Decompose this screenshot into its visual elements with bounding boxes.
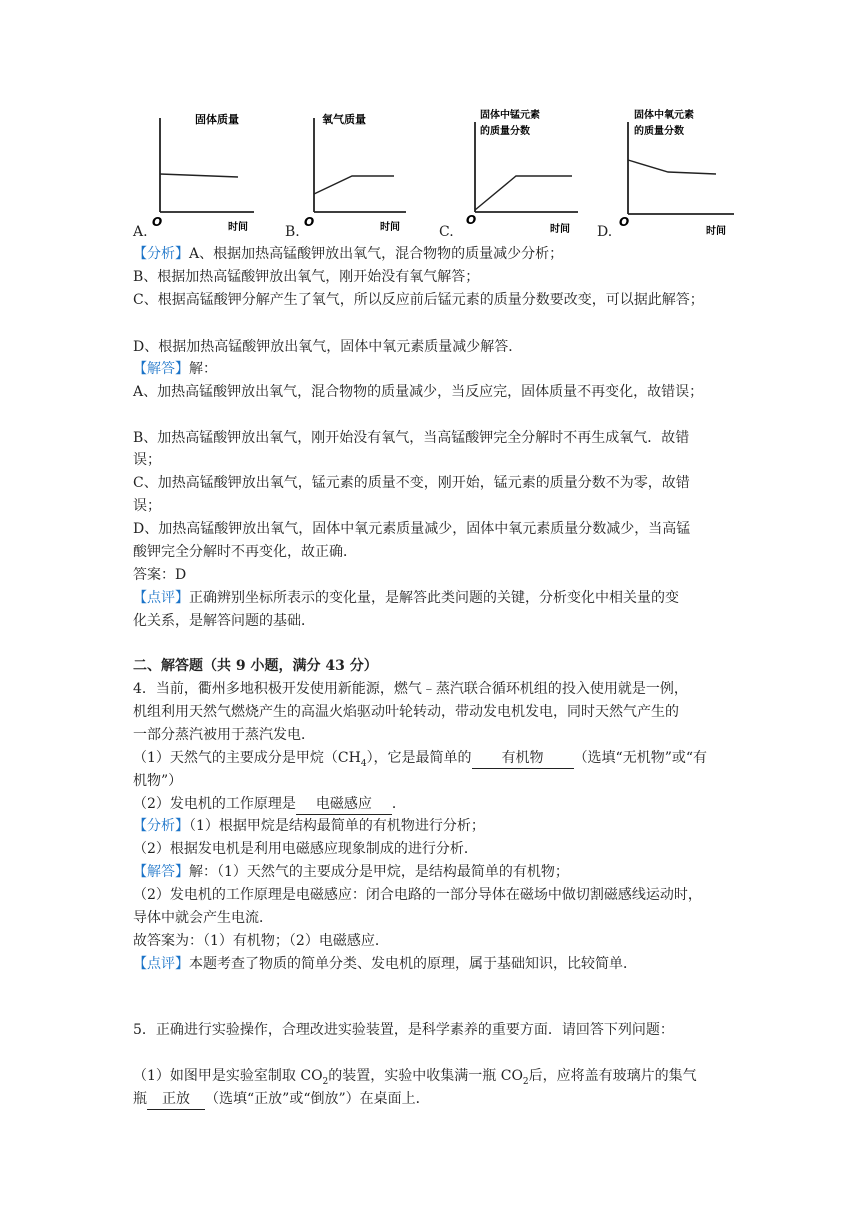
q4-stem-line: 4．当前，衢州多地积极开发使用新能源，燃气﹣蒸汽联合循环机组的投入使用就是一例， <box>133 681 688 697</box>
graph-c-ylabel-1: 固体中锰元素 <box>480 110 540 121</box>
solution-intro: 解： <box>189 361 217 377</box>
option-letter-c: C. <box>439 224 454 240</box>
q4-answer-1: 有机物 <box>472 748 574 769</box>
comment-line: 正确辨别坐标所表示的变化量，是解答此类问题的关键，分析变化中相关量的变 <box>189 590 679 606</box>
graph-b-origin: O <box>304 215 315 229</box>
q4-stem-line: 一部分蒸汽被用于蒸汽发电． <box>133 727 315 743</box>
comment-tag: 【点评】 <box>133 956 189 972</box>
q5-answer-1: 正放 <box>147 1089 205 1110</box>
graph-d-ylabel-1: 固体中氧元素 <box>634 110 694 121</box>
analysis-line: B、根据加热高锰酸钾放出氧气，刚开始没有氧气解答； <box>133 269 480 285</box>
solution-line: B、加热高锰酸钾放出氧气，刚开始没有氧气，当高锰酸钾完全分解时不再生成氧气．故错 <box>133 430 690 446</box>
solution-line: 解：（1）天然气的主要成分是甲烷，是结构最简单的有机物； <box>189 864 569 880</box>
graph-c-ylabel-2: 的质量分数 <box>480 126 530 137</box>
solution-line: 误； <box>133 498 161 514</box>
graph-d-ylabel-2: 的质量分数 <box>634 126 684 137</box>
graph-b <box>302 108 414 236</box>
q5-part-1-cont: 瓶 正放 （选填“正放”或“倒放”）在桌面上． <box>133 1089 430 1110</box>
graph-d-origin: O <box>619 215 630 229</box>
analysis-line: （1）根据甲烷是结构最简单的有机物进行分析； <box>189 818 485 834</box>
solution-line: 误； <box>133 452 161 468</box>
graph-a-xlabel: 时间 <box>228 222 248 233</box>
q4-stem-line: 机组利用天然气燃烧产生的高温火焰驱动叶轮转动，带动发电机发电，同时天然气产生的 <box>133 704 679 720</box>
solution-tag: 【解答】 <box>133 361 189 377</box>
comment-tag: 【点评】 <box>133 590 189 606</box>
solution-line: C、加热高锰酸钾放出氧气，锰元素的质量不变，刚开始，锰元素的质量分数不为零，故错 <box>133 475 690 491</box>
analysis-tag: 【分析】 <box>133 246 189 262</box>
solution-line: 酸钾完全分解时不再变化，故正确． <box>133 544 357 560</box>
comment-line: 本题考查了物质的简单分类、发电机的原理，属于基础知识，比较简单． <box>189 956 637 972</box>
option-letter-a: A. <box>133 224 148 240</box>
graph-c-curve <box>475 176 572 210</box>
answer: 答案：D <box>133 567 187 583</box>
solution-line: （2）发电机的工作原理是电磁感应：闭合电路的一部分导体在磁场中做切割磁感线运动时， <box>133 887 702 903</box>
graph-c-origin: O <box>466 213 477 227</box>
solution-tag: 【解答】 <box>133 864 189 880</box>
q5-part-1: （1）如图甲是实验室制取 $CO_2$的装置，实验中收集满一瓶 $CO_2$后，应将盖有玻璃片的集气 <box>133 1068 697 1087</box>
graph-c-xlabel: 时间 <box>550 224 570 235</box>
graph-b-curve <box>314 176 394 194</box>
solution-line: 导体中就会产生电流． <box>133 910 273 926</box>
option-letter-b: B. <box>285 224 300 240</box>
q4-part-1: （1）天然气的主要成分是甲烷$(CH_4)$，它是最简单的 有机物 （选填“无机物”或“有 <box>133 750 708 769</box>
analysis-line: C、根据高锰酸钾分解产生了氧气，所以反应前后锰元素的质量分数要改变，可以据此解答； <box>133 292 704 308</box>
graph-a-ylabel: 固体质量 <box>195 113 239 126</box>
analysis-line: （2）根据发电机是利用电磁感应现象制成的进行分析． <box>133 841 478 857</box>
graph-a-curve <box>160 174 238 177</box>
q4-answer-2: 电磁感应 <box>296 794 392 815</box>
graph-a <box>150 108 262 236</box>
graph-d-xlabel: 时间 <box>706 226 726 237</box>
analysis-tag: 【分析】 <box>133 818 189 834</box>
q4-part-1-cont: 机物”） <box>133 773 183 789</box>
solution-line: A、加热高锰酸钾放出氧气，混合物物的质量减少，当反应完，固体质量不再变化，故错误； <box>133 384 704 400</box>
graph-c <box>466 104 588 236</box>
solution-line: D、加热高锰酸钾放出氧气，固体中氧元素质量减少，固体中氧元素质量分数减少，当高锰 <box>133 521 691 537</box>
graph-d-curve <box>628 160 716 174</box>
graph-d <box>618 104 740 238</box>
analysis-line: D、根据加热高锰酸钾放出氧气，固体中氧元素质量减少解答． <box>133 339 523 355</box>
graph-b-xlabel: 时间 <box>380 222 400 233</box>
option-letter-d: D. <box>597 224 613 240</box>
q4-part-2: （2）发电机的工作原理是 电磁感应 ． <box>133 794 406 815</box>
solution-line: 故答案为：（1）有机物；（2）电磁感应． <box>133 933 389 949</box>
q5-stem: 5．正确进行实验操作，合理改进实验装置，是科学素养的重要方面．请回答下列问题： <box>133 1022 674 1038</box>
section-heading: 二、解答题（共 9 小题，满分 43 分） <box>133 658 378 674</box>
analysis-line: A、根据加热高锰酸钾放出氧气，混合物物的质量减少分析； <box>189 246 564 262</box>
graph-b-ylabel: 氧气质量 <box>322 113 366 126</box>
graph-a-origin: O <box>152 215 163 229</box>
comment-line: 化关系，是解答问题的基础． <box>133 613 315 629</box>
